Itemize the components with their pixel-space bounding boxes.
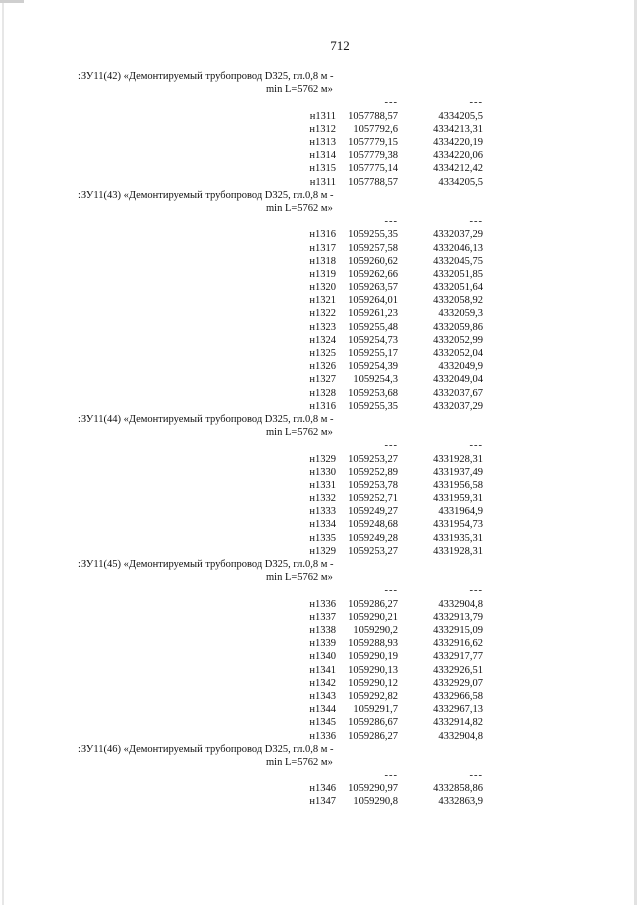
coordinate-row bbox=[78, 782, 488, 795]
dash-spacer bbox=[78, 96, 336, 109]
coordinate-y: 4332914,82 bbox=[433, 717, 483, 729]
coordinate-x: 1059260,62 bbox=[348, 255, 398, 267]
coordinate-y: 4332058,92 bbox=[433, 295, 483, 307]
coordinate-x: 1059254,39 bbox=[348, 361, 398, 373]
coordinate-x: 1059286,67 bbox=[348, 717, 398, 729]
coordinate-y: 4334205,5 bbox=[438, 176, 483, 188]
coordinate-x: 1059254,73 bbox=[348, 334, 398, 346]
coordinate-x: 1059263,57 bbox=[348, 282, 398, 294]
section-title bbox=[78, 189, 488, 215]
coordinate-row bbox=[78, 716, 488, 729]
coordinate-x: 1059252,71 bbox=[348, 493, 398, 505]
point-id: н1336 bbox=[309, 730, 336, 742]
point-id: н1330 bbox=[309, 466, 336, 478]
section-title bbox=[78, 743, 488, 769]
coordinate-y: 4331937,49 bbox=[433, 466, 483, 478]
point-id: н1315 bbox=[309, 163, 336, 175]
point-id: н1329 bbox=[309, 545, 336, 557]
point-id: н1344 bbox=[309, 704, 336, 716]
coordinate-row bbox=[78, 703, 488, 716]
coordinate-y: 4332051,64 bbox=[433, 282, 483, 294]
coordinate-x: 1059264,01 bbox=[348, 295, 398, 307]
dash-x: --- bbox=[384, 216, 398, 228]
dash-spacer bbox=[78, 215, 336, 228]
coordinate-row bbox=[78, 492, 488, 505]
point-id: н1327 bbox=[309, 374, 336, 386]
point-id: н1311 bbox=[309, 110, 336, 122]
dash-spacer bbox=[78, 769, 336, 782]
coordinate-row bbox=[78, 321, 488, 334]
coordinate-y: 4332059,3 bbox=[438, 308, 483, 320]
coordinate-y: 4332929,07 bbox=[433, 677, 483, 689]
coordinate-row bbox=[78, 294, 488, 307]
point-id: н1320 bbox=[309, 282, 336, 294]
coordinate-row bbox=[78, 400, 488, 413]
point-id: н1332 bbox=[309, 493, 336, 505]
coordinate-y: 4332916,62 bbox=[433, 638, 483, 650]
coordinate-x: 1059255,35 bbox=[348, 229, 398, 241]
coordinate-y: 4332926,51 bbox=[433, 664, 483, 676]
point-id: н1334 bbox=[309, 519, 336, 531]
point-id: н1322 bbox=[309, 308, 336, 320]
coordinate-row bbox=[78, 795, 488, 808]
coordinate-y: 4332049,04 bbox=[433, 374, 483, 386]
coordinate-y: 4331964,9 bbox=[438, 506, 483, 518]
coordinate-x: 1057788,57 bbox=[348, 176, 398, 188]
coordinate-row bbox=[78, 664, 488, 677]
point-id: н1317 bbox=[309, 242, 336, 254]
section-title-line1: :ЗУ11(42) «Демонтируемый трубопровод D325, гл.0,8 м - bbox=[78, 71, 334, 82]
coordinate-x: 1057788,57 bbox=[348, 110, 398, 122]
dash-y: --- bbox=[469, 216, 483, 228]
coordinate-row bbox=[78, 360, 488, 373]
point-id: н1337 bbox=[309, 611, 336, 623]
dash-x: --- bbox=[384, 440, 398, 452]
section-title bbox=[78, 70, 488, 96]
section-title-line2: min L=5762 м» bbox=[266, 427, 333, 439]
point-id: н1333 bbox=[309, 506, 336, 518]
point-id: н1313 bbox=[309, 136, 336, 148]
coordinate-x: 1059292,82 bbox=[348, 690, 398, 702]
coordinate-row bbox=[78, 532, 488, 545]
coordinates-listing bbox=[78, 70, 488, 809]
point-id: н1328 bbox=[309, 387, 336, 399]
coordinate-x: 1059253,78 bbox=[348, 479, 398, 491]
coordinate-row bbox=[78, 598, 488, 611]
coordinate-row bbox=[78, 650, 488, 663]
coordinate-x: 1057792,6 bbox=[353, 123, 398, 135]
coordinate-y: 4332037,29 bbox=[433, 400, 483, 412]
coordinate-row bbox=[78, 123, 488, 136]
point-id: н1340 bbox=[309, 651, 336, 663]
point-id: н1318 bbox=[309, 255, 336, 267]
coordinate-x: 1059253,27 bbox=[348, 545, 398, 557]
coordinate-y: 4332966,58 bbox=[433, 690, 483, 702]
coordinate-row bbox=[78, 136, 488, 149]
coordinate-y: 4332052,04 bbox=[433, 348, 483, 359]
coordinate-y: 4332915,09 bbox=[433, 625, 483, 636]
coordinate-row bbox=[78, 637, 488, 650]
coordinate-row bbox=[78, 677, 488, 690]
coordinate-row bbox=[78, 176, 488, 189]
coordinate-y: 4331928,31 bbox=[433, 545, 483, 557]
coordinate-y: 4331928,31 bbox=[433, 453, 483, 465]
coordinate-x: 1059290,97 bbox=[348, 783, 398, 795]
coordinate-x: 1057779,38 bbox=[348, 150, 398, 162]
dash-row bbox=[78, 96, 488, 109]
coordinate-x: 1059290,19 bbox=[348, 651, 398, 663]
dash-row bbox=[78, 584, 488, 597]
coordinate-y: 4332967,13 bbox=[433, 704, 483, 716]
dash-row bbox=[78, 769, 488, 782]
coordinate-row bbox=[78, 624, 488, 637]
coordinate-x: 1057779,15 bbox=[348, 136, 398, 148]
coordinate-x: 1059249,27 bbox=[348, 506, 398, 518]
point-id: н1343 bbox=[309, 690, 336, 702]
coordinate-y: 4331954,73 bbox=[433, 519, 483, 531]
coordinate-y: 4334205,5 bbox=[438, 110, 483, 122]
coordinate-row bbox=[78, 149, 488, 162]
coordinate-row bbox=[78, 611, 488, 624]
point-id: н1329 bbox=[309, 453, 336, 465]
coordinate-row bbox=[78, 518, 488, 531]
point-id: н1342 bbox=[309, 677, 336, 689]
dash-y: --- bbox=[469, 770, 483, 782]
coordinate-row bbox=[78, 466, 488, 479]
coordinate-row bbox=[78, 505, 488, 518]
coordinate-x: 1057775,14 bbox=[348, 163, 398, 175]
coordinate-row bbox=[78, 110, 488, 123]
coordinate-row bbox=[78, 281, 488, 294]
section-title-line1: :ЗУ11(44) «Демонтируемый трубопровод D325, гл.0,8 м - bbox=[78, 413, 334, 425]
coordinate-y: 4332052,99 bbox=[433, 334, 483, 346]
point-id: н1336 bbox=[309, 598, 336, 610]
coordinate-y: 4332037,29 bbox=[433, 229, 483, 241]
coordinate-x: 1059255,17 bbox=[348, 348, 398, 359]
scan-edge-top bbox=[0, 0, 24, 3]
coordinate-y: 4332858,86 bbox=[433, 783, 483, 795]
parcel-section bbox=[78, 189, 488, 413]
section-title bbox=[78, 413, 488, 439]
coordinate-y: 4332045,75 bbox=[433, 255, 483, 267]
page-number: 712 bbox=[330, 38, 350, 53]
point-id: н1339 bbox=[309, 638, 336, 650]
point-id: н1312 bbox=[309, 123, 336, 135]
coordinate-x: 1059257,58 bbox=[348, 242, 398, 254]
scan-edge-right bbox=[634, 0, 637, 905]
coordinate-x: 1059262,66 bbox=[348, 268, 398, 280]
coordinate-row bbox=[78, 162, 488, 175]
coordinate-x: 1059261,23 bbox=[348, 308, 398, 320]
coordinate-row bbox=[78, 228, 488, 241]
section-title-line1: :ЗУ11(43) «Демонтируемый трубопровод D325, гл.0,8 м - bbox=[78, 189, 334, 201]
coordinate-x: 1059252,89 bbox=[348, 466, 398, 478]
parcel-section bbox=[78, 743, 488, 809]
coordinate-x: 1059248,68 bbox=[348, 519, 398, 531]
coordinate-row bbox=[78, 334, 488, 347]
point-id: н1341 bbox=[309, 664, 336, 676]
section-title bbox=[78, 558, 488, 584]
coordinate-x: 1059291,7 bbox=[353, 704, 398, 716]
parcel-section bbox=[78, 70, 488, 189]
point-id: н1347 bbox=[309, 796, 336, 808]
point-id: н1311 bbox=[309, 176, 336, 188]
dash-y: --- bbox=[469, 440, 483, 452]
point-id: н1335 bbox=[309, 532, 336, 544]
point-id: н1345 bbox=[309, 717, 336, 729]
coordinate-x: 1059255,48 bbox=[348, 321, 398, 333]
point-id: н1319 bbox=[309, 268, 336, 280]
coordinate-x: 1059288,93 bbox=[348, 638, 398, 650]
point-id: н1326 bbox=[309, 361, 336, 373]
coordinate-y: 4332917,77 bbox=[433, 651, 483, 663]
coordinate-y: 4332059,86 bbox=[433, 321, 483, 333]
coordinate-y: 4331956,58 bbox=[433, 479, 483, 491]
point-id: н1316 bbox=[309, 400, 336, 412]
section-title-line2: min L=5762 м» bbox=[266, 572, 333, 584]
dash-spacer bbox=[78, 439, 336, 452]
dash-spacer bbox=[78, 584, 336, 597]
parcel-section bbox=[78, 413, 488, 558]
coordinate-row bbox=[78, 373, 488, 386]
coordinate-y: 4334213,31 bbox=[433, 123, 483, 135]
coordinate-x: 1059290,21 bbox=[348, 611, 398, 623]
dash-row bbox=[78, 439, 488, 452]
coordinate-row bbox=[78, 690, 488, 703]
dash-row bbox=[78, 215, 488, 228]
point-id: н1325 bbox=[309, 348, 336, 359]
coordinate-row bbox=[78, 479, 488, 492]
dash-y: --- bbox=[469, 97, 483, 109]
coordinate-row bbox=[78, 242, 488, 255]
coordinate-x: 1059254,3 bbox=[353, 374, 398, 386]
point-id: н1323 bbox=[309, 321, 336, 333]
coordinate-y: 4332049,9 bbox=[438, 361, 483, 373]
coordinate-x: 1059253,68 bbox=[348, 387, 398, 399]
point-id: н1346 bbox=[309, 783, 336, 795]
coordinate-y: 4332904,8 bbox=[438, 730, 483, 742]
coordinate-row bbox=[78, 347, 488, 360]
coordinate-y: 4332913,79 bbox=[433, 611, 483, 623]
scan-edge-left bbox=[2, 0, 4, 905]
dash-x: --- bbox=[384, 97, 398, 109]
section-title-line2: min L=5762 м» bbox=[266, 756, 333, 768]
coordinate-row bbox=[78, 545, 488, 558]
coordinate-y: 4332904,8 bbox=[438, 598, 483, 610]
coordinate-x: 1059253,27 bbox=[348, 453, 398, 465]
coordinate-row bbox=[78, 268, 488, 281]
point-id: н1314 bbox=[309, 150, 336, 162]
parcel-section bbox=[78, 558, 488, 743]
section-title-line1: :ЗУ11(46) «Демонтируемый трубопровод D325, гл.0,8 м - bbox=[78, 743, 334, 755]
coordinate-row bbox=[78, 453, 488, 466]
point-id: н1331 bbox=[309, 479, 336, 491]
coordinate-x: 1059290,12 bbox=[348, 677, 398, 689]
coordinate-y: 4334220,06 bbox=[433, 150, 483, 162]
point-id: н1324 bbox=[309, 334, 336, 346]
coordinate-y: 4332037,67 bbox=[433, 387, 483, 399]
dash-y: --- bbox=[469, 585, 483, 597]
section-title-line2: min L=5762 м» bbox=[266, 202, 333, 214]
coordinate-x: 1059286,27 bbox=[348, 598, 398, 610]
coordinate-x: 1059290,2 bbox=[353, 625, 398, 636]
point-id: н1338 bbox=[309, 625, 336, 636]
coordinate-x: 1059290,8 bbox=[353, 796, 398, 808]
point-id: н1321 bbox=[309, 295, 336, 307]
dash-x: --- bbox=[384, 770, 398, 782]
coordinate-y: 4332051,85 bbox=[433, 268, 483, 280]
coordinate-x: 1059286,27 bbox=[348, 730, 398, 742]
coordinate-row bbox=[78, 255, 488, 268]
dash-x: --- bbox=[384, 585, 398, 597]
coordinate-row bbox=[78, 387, 488, 400]
coordinate-x: 1059255,35 bbox=[348, 400, 398, 412]
coordinate-y: 4334220,19 bbox=[433, 136, 483, 148]
section-title-line2: min L=5762 м» bbox=[266, 84, 333, 96]
coordinate-y: 4331959,31 bbox=[433, 493, 483, 505]
coordinate-row bbox=[78, 307, 488, 320]
coordinate-x: 1059249,28 bbox=[348, 532, 398, 544]
coordinate-y: 4331935,31 bbox=[433, 532, 483, 544]
section-title-line1: :ЗУ11(45) «Демонтируемый трубопровод D325, гл.0,8 м - bbox=[78, 559, 334, 571]
point-id: н1316 bbox=[309, 229, 336, 241]
coordinate-x: 1059290,13 bbox=[348, 664, 398, 676]
coordinate-row bbox=[78, 730, 488, 743]
coordinate-y: 4332863,9 bbox=[438, 796, 483, 808]
coordinate-y: 4334212,42 bbox=[433, 163, 483, 175]
coordinate-y: 4332046,13 bbox=[433, 242, 483, 254]
